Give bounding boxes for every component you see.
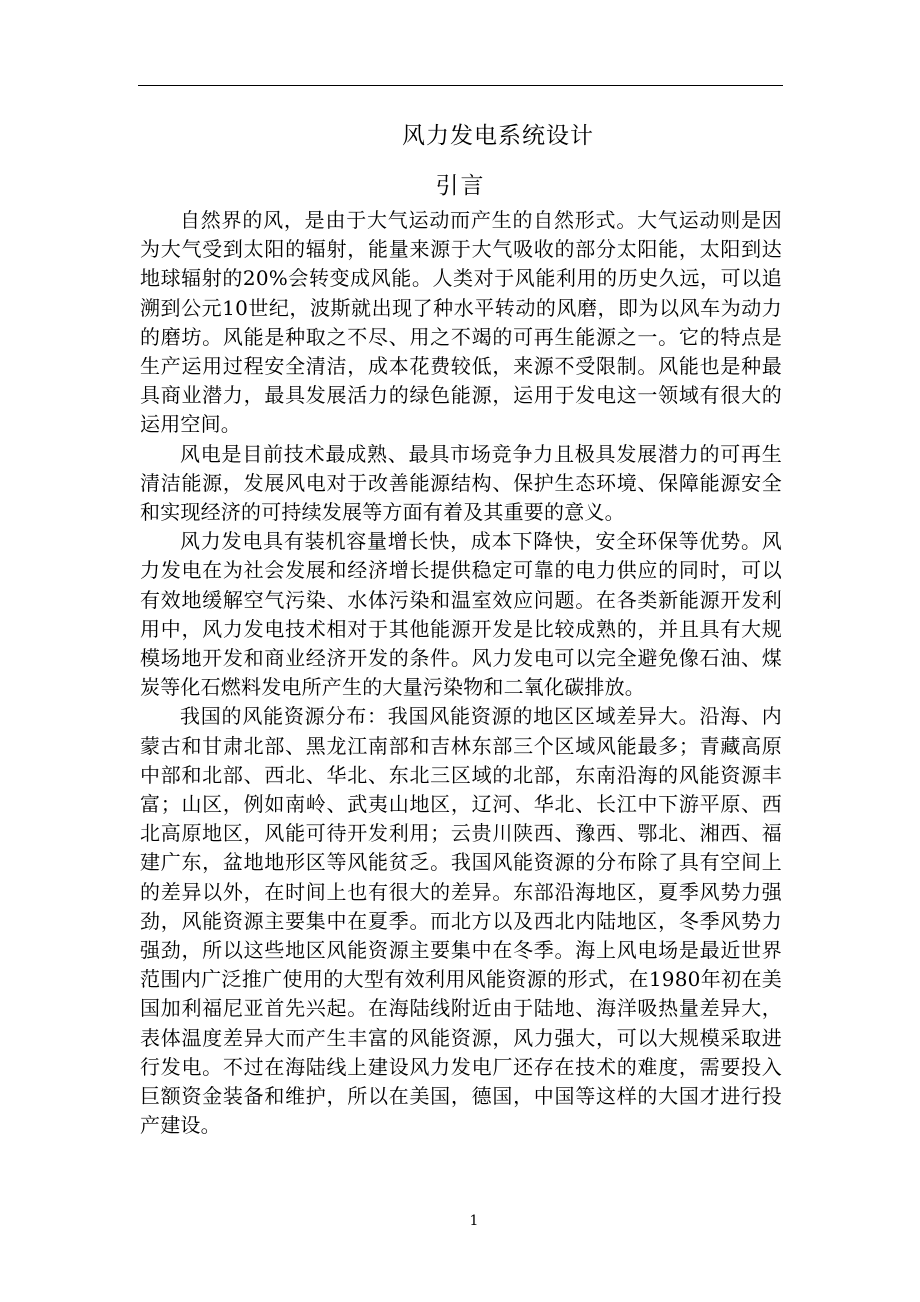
- page-number: 1: [469, 1213, 479, 1229]
- paragraph-1: 自然界的风，是由于大气运动而产生的自然形式。大气运动则是因为大气受到太阳的辐射，能量来源于大气吸收的部分太阳能，太阳到达地球辐射的20%会转变成风能。人类对于风能利用的历史久远，可以追溯到公元10世纪，波斯就出现了种水平转动的风磨，即为以风车为动力的磨坊。风能是种取之不尽、用之不竭的可再生能源之一。它的特点是生产运用过程安全清洁，成本花费较低，来源不受限制。风能也是种最具商业潜力，最具发展活力的绿色能源，运用于发电这一领域有很大的运用空间。: [140, 208, 782, 437]
- paragraph-3: 风力发电具有装机容量增长快，成本下降快，安全环保等优势。风力发电在为社会发展和经济增长提供稳定可靠的电力供应的同时，可以有效地缓解空气污染、水体污染和温室效应问题。在各类新能源开发利用中，风力发电技术相对于其他能源开发是比较成熟的，并且具有大规模场地开发和商业经济开发的条件。风力发电可以完全避免像石油、煤炭等化石燃料发电所产生的大量污染物和二氧化碳排放。: [140, 529, 782, 700]
- document-body: [140, 206, 782, 1141]
- section-heading: 引言: [435, 173, 486, 199]
- document-title: 风力发电系统设计: [402, 123, 594, 149]
- header-rule: [138, 85, 783, 86]
- paragraph-2: 风电是目前技术最成熟、最具市场竞争力且极具发展潜力的可再生清洁能源，发展风电对于改善能源结构、保护生态环境、保障能源安全和实现经济的可持续发展等方面有着及其重要的意义。: [140, 441, 782, 525]
- paragraph-4: 我国的风能资源分布：我国风能资源的地区区域差异大。沿海、内蒙古和甘肃北部、黑龙江南部和吉林东部三个区域风能最多；青藏高原中部和北部、西北、华北、东北三区域的北部，东南沿海的风能资源丰富；山区，例如南岭、武夷山地区，辽河、华北、长江中下游平原、西北高原地区，风能可待开发利用；云贵川陕西、豫西、鄂北、湘西、福建广东，盆地地形区等风能贫乏。我国风能资源的分布除了具有空间上的差异以外，在时间上也有很大的差异。东部沿海地区，夏季风势力强劲，风能资源主要集中在夏季。而北方以及西北内陆地区，冬季风势力强劲，所以这些地区风能资源主要集中在冬季。海上风电场是最近世界范围内广泛推广使用的大型有效利用风能资源的形式，在1980年初在美国加利福尼亚首先兴起。在海陆线附近由于陆地、海洋吸热量差异大，表体温度差异大而产生丰富的风能资源，风力强大，可以大规模采取进行发电。不过在海陆线上建设风力发电厂还存在技术的难度，需要投入巨额资金装备和维护，所以在美国，德国，中国等这样的大国才进行投产建设。: [140, 704, 782, 1138]
